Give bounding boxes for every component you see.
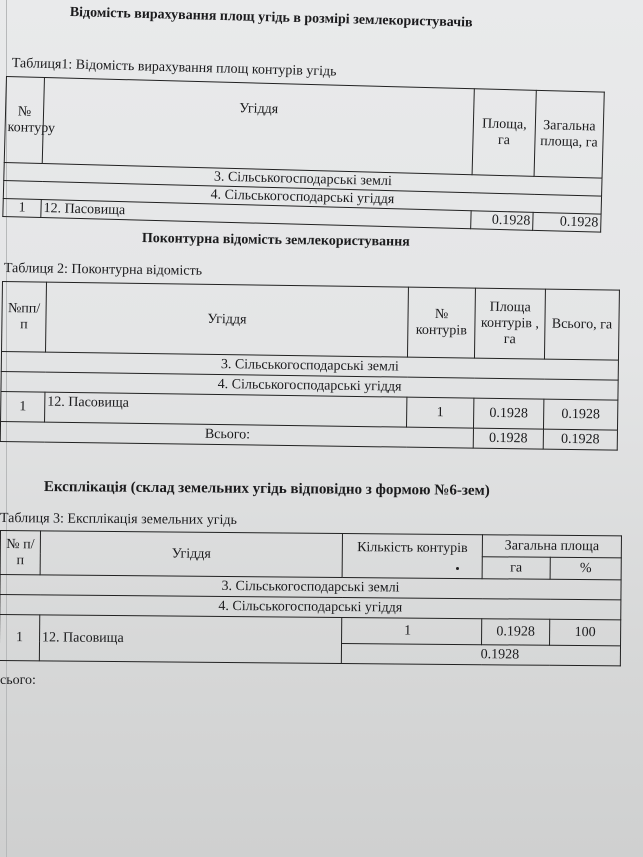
table3-row bbox=[0, 615, 621, 646]
table3-row-pct: 100 bbox=[550, 619, 621, 646]
table1-row-total: 0.1928 bbox=[533, 212, 601, 232]
table1-header-total: Загальна площа, га bbox=[534, 90, 604, 178]
table2-header-total: Всього, га bbox=[544, 289, 619, 360]
table2-header-land: Угіддя bbox=[46, 282, 409, 357]
table2-row-name: 12. Пасовища bbox=[45, 392, 407, 427]
table3-header-contours: Кількість контурів bbox=[342, 533, 482, 578]
table2-row-contours: 1 bbox=[406, 397, 473, 428]
table1-header-land: Угіддя bbox=[42, 78, 474, 175]
table3-header-pct: % bbox=[550, 557, 621, 580]
table1-row-num: 1 bbox=[3, 198, 41, 217]
table1-row-name: 12. Пасовища bbox=[41, 199, 471, 228]
table2-row-area: 0.1928 bbox=[473, 398, 543, 429]
table1-header-area: Площа, га bbox=[472, 89, 536, 177]
table3-header-total-area: Загальна площа bbox=[482, 535, 621, 558]
table1-header-num: № контуру bbox=[4, 77, 44, 164]
table3-group2: 4. Сільськогосподарські угіддя bbox=[0, 595, 621, 620]
table1-row-area: 0.1928 bbox=[471, 211, 533, 231]
ink-dot bbox=[456, 567, 459, 570]
table2 bbox=[0, 281, 620, 451]
table2-header-area: Площа контурів , га bbox=[474, 288, 545, 359]
table3-total-label: сього: bbox=[0, 673, 36, 688]
table2-total-label: Всього: bbox=[0, 421, 473, 448]
table2-total-area: 0.1928 bbox=[473, 428, 543, 449]
section2-heading: Поконтурна відомість землекористування bbox=[141, 231, 410, 250]
table1-caption: Таблиця1: Відомість вирахування площ контурів угідь bbox=[11, 56, 337, 80]
table2-caption: Таблиця 2: Поконтурна відомість bbox=[3, 261, 203, 279]
table2-total-total: 0.1928 bbox=[543, 429, 617, 450]
table3-row-num: 1 bbox=[0, 615, 40, 661]
section3-heading: Експлікація (склад земельних угідь відповідно з формою №6-зем) bbox=[43, 479, 490, 499]
table2-group1: 3. Сільськогосподарські землі bbox=[1, 352, 618, 381]
table3 bbox=[0, 530, 622, 666]
table1 bbox=[2, 76, 604, 233]
section1-heading: Відомість вирахування площ угідь в розмірі землекористувачів bbox=[69, 5, 473, 31]
table2-header-num: №пп/п bbox=[2, 282, 47, 353]
table1-group1: 3. Сільськогосподарські землі bbox=[4, 162, 602, 196]
table3-total-ha: 0.1928 bbox=[341, 643, 620, 665]
table1-group2: 4. Сільськогосподарські угіддя bbox=[3, 180, 601, 214]
table3-row-ha: 0.1928 bbox=[482, 619, 550, 646]
table3-row-name: 12. Пасовища bbox=[39, 615, 341, 664]
table2-group2: 4. Сільськогосподарські угіддя bbox=[1, 371, 618, 400]
table2-row-num: 1 bbox=[1, 391, 45, 422]
table3-header-land: Угіддя bbox=[40, 531, 342, 578]
table2-header-contours: № контурів bbox=[407, 287, 475, 358]
table3-row-contours: 1 bbox=[342, 617, 482, 644]
table2-row-total: 0.1928 bbox=[543, 399, 617, 430]
table3-header-ha: га bbox=[482, 557, 550, 580]
table3-group1: 3. Сільськогосподарські землі bbox=[0, 575, 621, 600]
table3-caption: Таблиця 3: Експлікація земельних угідь bbox=[0, 511, 238, 529]
table3-header-num: № п/п bbox=[0, 531, 40, 575]
